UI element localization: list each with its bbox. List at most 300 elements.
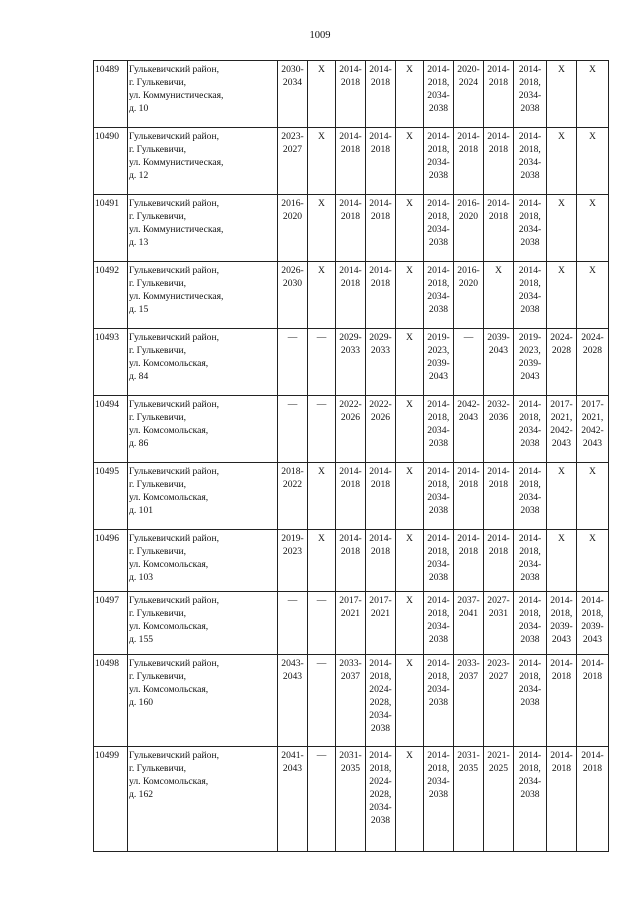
period-value: 2023 [282,546,303,557]
period-value: 2034- [518,425,542,436]
period-value: 2024- [581,332,604,343]
period-value: 2018, [427,278,450,289]
period-value: 2028, [369,697,392,708]
period-cell [278,530,308,592]
period-value: — [287,595,298,606]
period-value: 2017- [550,399,573,410]
period-cell [366,61,396,128]
period-cell [366,463,396,530]
period-cell [454,195,484,262]
period-value: 2018 [488,144,509,155]
period-value: 2043 [582,634,603,645]
period-value: 2018 [370,479,391,490]
period-value: 2043 [520,371,540,382]
period-value: 2014- [369,533,392,544]
period-value: 2014- [487,466,510,477]
period-value: 2018, [519,763,541,774]
address-line: г. Гулькевичи, [129,763,187,774]
address-line: г. Гулькевичи, [129,608,187,619]
period-cell [278,195,308,262]
period-value: 2014- [427,64,450,75]
period-value: 2034- [518,224,542,235]
period-cell [336,262,366,329]
period-value: 2018 [551,671,572,682]
period-cell [336,655,366,747]
period-value: 2027 [282,144,303,155]
address-cell [128,329,278,396]
period-value: 2014- [581,750,604,761]
period-value: 2018 [458,546,479,557]
period-cell [547,747,577,852]
period-cell [278,463,308,530]
period-value: 2018 [340,278,361,289]
period-value: 2024- [369,776,392,787]
period-cell [278,329,308,396]
period-cell [366,530,396,592]
period-cell [278,655,308,747]
period-value: X [558,131,565,142]
period-value: 2018 [488,479,509,490]
period-value: 2036 [488,412,509,423]
period-cell [514,329,547,396]
period-cell [396,262,424,329]
period-value: X [406,265,413,276]
period-value: 2038 [428,304,449,315]
period-value: 2018, [427,608,450,619]
period-value: 2016- [281,198,304,209]
address-line: ул. Комсомольская, [129,684,209,695]
table-row [94,592,609,655]
period-value: 2018- [281,466,304,477]
period-cell [366,655,396,747]
address-line: ул. Комсомольская, [129,358,209,369]
record-number: 10491 [94,195,128,262]
period-cell [484,128,514,195]
period-value: X [589,265,596,276]
period-value: 2014- [457,466,480,477]
period-value: 2038 [520,572,540,583]
period-value: X [558,64,565,75]
period-cell [547,655,577,747]
period-value: 2042- [457,399,480,410]
period-cell [336,463,366,530]
period-value: 2018 [458,144,479,155]
period-value: 2034- [518,291,542,302]
period-cell [577,329,609,396]
period-cell [308,747,336,852]
address-line: Гулькевичский район, [129,131,219,142]
period-value: 2014- [339,533,362,544]
period-cell [577,61,609,128]
table-row [94,128,609,195]
period-cell [366,329,396,396]
period-value: 2016- [457,265,480,276]
period-value: 2039- [427,358,450,369]
period-value: X [406,399,413,410]
period-cell [454,463,484,530]
period-value: 2014- [369,131,392,142]
period-value: X [406,198,413,209]
period-value: 2034- [427,90,450,101]
period-value: 2037 [340,671,361,682]
period-value: 2014- [550,658,573,669]
period-value: 2039- [518,358,542,369]
period-cell [514,463,547,530]
period-cell [577,396,609,463]
period-value: 2014- [518,64,542,75]
period-cell [514,262,547,329]
period-cell [336,61,366,128]
period-value: X [589,533,596,544]
period-value: — [316,750,327,761]
period-value: 2014- [427,198,450,209]
period-cell [484,329,514,396]
period-value: 2018 [488,546,509,557]
period-value: 2014- [339,198,362,209]
period-value: 2038 [428,634,449,645]
period-value: 2018, [427,144,450,155]
period-value: 2024 [458,77,479,88]
address-cell [128,655,278,747]
period-value: 2043 [428,371,449,382]
period-value: 2038 [428,697,449,708]
address-cell [128,262,278,329]
period-value: X [406,533,413,544]
period-value: 2038 [520,170,540,181]
address-line: г. Гулькевичи, [129,211,187,222]
period-value: 2019- [427,332,450,343]
period-value: 2018 [370,144,391,155]
table-row [94,329,609,396]
period-cell [547,61,577,128]
period-cell [454,530,484,592]
address-line: д. 84 [129,371,149,382]
period-value: 2026 [370,412,391,423]
address-line: Гулькевичский район, [129,198,219,209]
period-value: 2038 [370,815,391,826]
period-cell [484,61,514,128]
address-line: г. Гулькевичи, [129,144,187,155]
period-cell [484,195,514,262]
period-value: 2043 [282,671,303,682]
period-cell [547,530,577,592]
address-line: д. 103 [129,572,154,583]
period-value: 2026- [281,265,304,276]
period-cell [547,592,577,655]
period-cell [278,592,308,655]
period-value: X [318,198,325,209]
address-line: г. Гулькевичи, [129,671,187,682]
period-value: 2014- [518,131,542,142]
period-value: 2022 [282,479,303,490]
period-value: — [463,332,474,343]
period-value: 2018, [427,412,450,423]
period-value: 2034- [427,224,450,235]
period-value: 2037- [457,595,480,606]
address-line: ул. Комсомольская, [129,425,209,436]
address-line: ул. Коммунистическая, [129,224,224,235]
period-value: 2018 [340,479,361,490]
period-cell [396,463,424,530]
period-cell [396,195,424,262]
period-cell [424,655,454,747]
period-value: 2018, [427,479,450,490]
period-cell [308,530,336,592]
period-value: 2022- [369,399,392,410]
period-cell [577,655,609,747]
address-line: ул. Коммунистическая, [129,90,224,101]
period-cell [424,592,454,655]
address-line: ул. Коммунистическая, [129,157,224,168]
period-value: X [406,131,413,142]
record-number: 10492 [94,262,128,329]
period-value: 2042- [550,425,573,436]
period-cell [336,128,366,195]
period-value: 2018, [519,546,541,557]
period-value: — [316,332,327,343]
record-number: 10490 [94,128,128,195]
period-value: 2014- [369,265,392,276]
period-value: 2018, [519,671,541,682]
period-value: 2014- [518,466,542,477]
period-value: 2014- [550,750,573,761]
period-value: 2018 [340,211,361,222]
period-value: 2014- [427,265,450,276]
table-row [94,530,609,592]
period-value: 2034- [369,802,392,813]
period-cell [424,128,454,195]
period-value: 2023, [427,345,450,356]
period-cell [514,655,547,747]
table-row [94,747,609,852]
period-cell [308,655,336,747]
period-cell [454,592,484,655]
period-value: 2042- [581,425,604,436]
period-value: 2031- [339,750,362,761]
period-cell [547,329,577,396]
period-value: — [316,399,327,410]
period-value: X [558,466,565,477]
period-value: 2014- [339,466,362,477]
period-value: 2014- [427,533,450,544]
period-cell [514,592,547,655]
period-value: 2027- [487,595,510,606]
period-value: X [589,131,596,142]
period-value: 2018, [519,479,541,490]
period-value: 2017- [339,595,362,606]
period-value: 2017- [581,399,604,410]
address-line: г. Гулькевичи, [129,77,187,88]
record-number: 10499 [94,747,128,852]
period-value: X [406,750,413,761]
period-value: 2034- [518,776,542,787]
period-cell [366,396,396,463]
period-value: 2034- [427,559,450,570]
period-value: 2027 [488,671,509,682]
period-cell [547,195,577,262]
period-cell [484,655,514,747]
period-value: 2039- [487,332,510,343]
period-value: 2014- [518,658,542,669]
address-line: д. 160 [129,697,154,708]
address-line: д. 155 [129,634,154,645]
record-number: 10495 [94,463,128,530]
period-value: 2031 [488,608,509,619]
period-value: 2043 [551,634,572,645]
period-value: 2038 [428,103,449,114]
period-value: 2021- [487,750,510,761]
period-value: 2018, [519,211,541,222]
period-value: 2034- [518,492,542,503]
period-value: 2019- [281,533,304,544]
period-value: 2039- [550,621,573,632]
period-value: 2038 [428,438,449,449]
period-value: 2018, [519,608,541,619]
period-value: 2018 [582,671,603,682]
period-value: 2038 [428,170,449,181]
address-line: Гулькевичский район, [129,595,219,606]
period-value: 2025 [488,763,509,774]
period-value: 2034- [518,559,542,570]
period-cell [577,262,609,329]
period-cell [577,747,609,852]
period-value: 2043 [488,345,509,356]
period-cell [424,463,454,530]
period-value: — [287,399,298,410]
period-value: 2014- [369,658,392,669]
period-cell [308,262,336,329]
period-cell [366,592,396,655]
period-cell [514,747,547,852]
period-value: 2014- [487,533,510,544]
period-cell [484,592,514,655]
period-cell [577,463,609,530]
period-cell [577,592,609,655]
period-value: 2014- [369,64,392,75]
period-value: 2021 [370,608,391,619]
period-value: 2034- [518,90,542,101]
period-cell [278,747,308,852]
period-value: 2034- [427,492,450,503]
period-cell [396,592,424,655]
period-value: 2024- [369,684,392,695]
period-cell [484,262,514,329]
period-value: 2029- [339,332,362,343]
period-value: 2033- [339,658,362,669]
period-cell [396,396,424,463]
period-value: X [318,265,325,276]
period-value: 2020 [282,211,303,222]
period-value: 2017- [369,595,392,606]
period-value: — [316,595,327,606]
period-cell [336,195,366,262]
period-value: 2043 [458,412,479,423]
period-value: 2028, [369,789,392,800]
address-cell [128,592,278,655]
period-cell [308,463,336,530]
address-line: д. 12 [129,170,149,181]
period-value: 2020- [457,64,480,75]
period-value: 2043 [582,438,603,449]
period-value: 2037 [458,671,479,682]
period-value: 2038 [428,505,449,516]
period-value: 2014- [369,198,392,209]
period-cell [336,396,366,463]
period-value: 2018, [427,211,450,222]
period-cell [278,396,308,463]
period-value: 2014- [369,750,392,761]
period-cell [396,128,424,195]
period-cell [396,530,424,592]
period-value: 2034- [427,621,450,632]
period-value: 2038 [520,103,540,114]
address-line: Гулькевичский район, [129,332,219,343]
address-cell [128,128,278,195]
period-value: — [287,332,298,343]
period-cell [396,61,424,128]
address-cell [128,747,278,852]
period-value: 2023- [487,658,510,669]
period-value: 2038 [428,789,449,800]
period-cell [547,128,577,195]
period-value: 2014- [518,399,542,410]
period-value: 2014- [518,750,542,761]
address-line: Гулькевичский район, [129,658,219,669]
period-value: 2034- [518,621,542,632]
period-value: X [318,64,325,75]
period-cell [308,329,336,396]
period-value: 2018 [488,211,509,222]
period-value: X [495,265,502,276]
table-body [94,61,609,852]
period-value: 2033 [340,345,361,356]
period-value: 2014- [427,399,450,410]
period-value: 2023, [519,345,541,356]
address-cell [128,463,278,530]
address-line: д. 101 [129,505,154,516]
period-cell [308,195,336,262]
period-value: 2014- [487,131,510,142]
period-value: 2014- [427,131,450,142]
address-line: Гулькевичский район, [129,466,219,477]
period-cell [308,128,336,195]
period-cell [514,61,547,128]
period-cell [454,655,484,747]
period-cell [366,128,396,195]
period-value: 2014- [487,64,510,75]
period-cell [366,262,396,329]
period-value: 2018, [369,763,392,774]
period-cell [308,61,336,128]
period-value: 2022- [339,399,362,410]
period-value: X [406,466,413,477]
period-value: 2028 [582,345,603,356]
period-cell [336,592,366,655]
period-cell [547,262,577,329]
period-cell [278,262,308,329]
address-line: Гулькевичский район, [129,64,219,75]
period-cell [484,396,514,463]
period-value: 2014- [339,131,362,142]
period-value: 2018 [582,763,603,774]
period-value: X [589,64,596,75]
period-cell [514,530,547,592]
period-cell [454,396,484,463]
period-value: 2014- [518,533,542,544]
address-line: ул. Коммунистическая, [129,291,224,302]
period-value: 2033 [370,345,391,356]
period-value: 2014- [518,595,542,606]
